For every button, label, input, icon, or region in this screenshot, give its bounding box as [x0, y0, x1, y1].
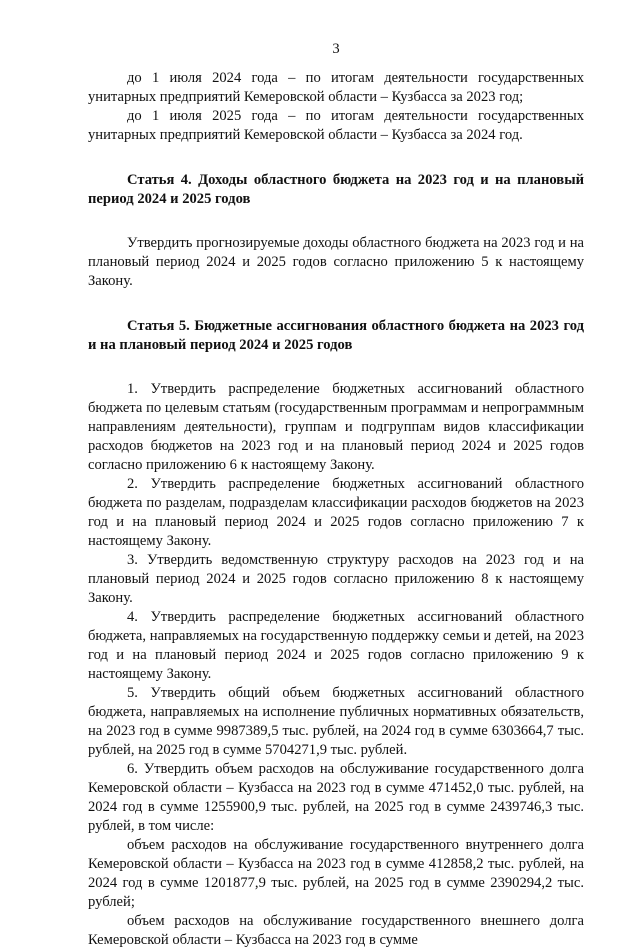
intro-paragraph-2: до 1 июля 2025 года – по итогам деятельности государственных унитарных предприятий Кемеровской области – Кузбасса за 2024 год.	[88, 108, 584, 143]
article-5-item-3: 3. Утвердить ведомственную структуру расходов на 2023 год и на плановый период 2024 и 2025 годов согласно приложению 8 к настоящему Закону.	[88, 552, 584, 606]
document-page	[88, 40, 584, 950]
article-4-title: Статья 4. Доходы областного бюджета на 2023 год и на плановый период 2024 и 2025 годов	[88, 172, 584, 207]
article-5-item-6-sub-2: объем расходов на обслуживание государственного внешнего долга Кемеровской области – Кузбасса на 2023 год в сумме	[88, 913, 584, 948]
page-number: 3	[332, 41, 340, 57]
article-5-title: Статья 5. Бюджетные ассигнования областного бюджета на 2023 год и на плановый период 2024 и 2025 годов	[88, 318, 584, 353]
article-5-item-6: 6. Утвердить объем расходов на обслуживание государственного долга Кемеровской области – Кузбасса на 2023 год в сумме 471452,0 тыс. рублей, на 2024 год в сумме 1255900,9 тыс. рублей, на 2025 год в сумме 2439746,3 тыс. рублей, в том числе:	[88, 761, 584, 834]
article-5-item-1: 1. Утвердить распределение бюджетных ассигнований областного бюджета по целевым статьям (государственным программам и непрограммным направлениям деятельности), группам и подгруппам видов классификации расходов бюджетов на 2023 год и на плановый период 2024 и 2025 годов согласно приложению 6 к настоящему Закону.	[88, 381, 584, 473]
article-4-text: Утвердить прогнозируемые доходы областного бюджета на 2023 год и на плановый период 2024 и 2025 годов согласно приложению 5 к настоящему Закону.	[88, 235, 584, 289]
article-5-item-6-sub-1: объем расходов на обслуживание государственного внутреннего долга Кемеровской области – Кузбасса на 2023 год в сумме 412858,2 тыс. рублей, на 2024 год в сумме 1201877,9 тыс. рублей, на 2025 год в сумме 2390294,2 тыс. рублей;	[88, 837, 584, 910]
article-5-item-2: 2. Утвердить распределение бюджетных ассигнований областного бюджета по разделам, подразделам классификации расходов бюджетов на 2023 год и на плановый период 2024 и 2025 годов согласно приложению 7 к настоящему Закону.	[88, 476, 584, 549]
article-5-item-4: 4. Утвердить распределение бюджетных ассигнований областного бюджета, направляемых на государственную поддержку семьи и детей, на 2023 год и на плановый период 2024 и 2025 годов согласно приложению 9 к настоящему Закону.	[88, 609, 584, 682]
intro-paragraph-1: до 1 июля 2024 года – по итогам деятельности государственных унитарных предприятий Кемеровской области – Кузбасса за 2023 год;	[88, 70, 584, 105]
article-5-item-5: 5. Утвердить общий объем бюджетных ассигнований областного бюджета, направляемых на исполнение публичных нормативных обязательств, на 2023 год в сумме 9987389,5 тыс. рублей, на 2024 год в сумме 6303664,7 тыс. рублей, на 2025 год в сумме 5704271,9 тыс. рублей.	[88, 685, 584, 758]
